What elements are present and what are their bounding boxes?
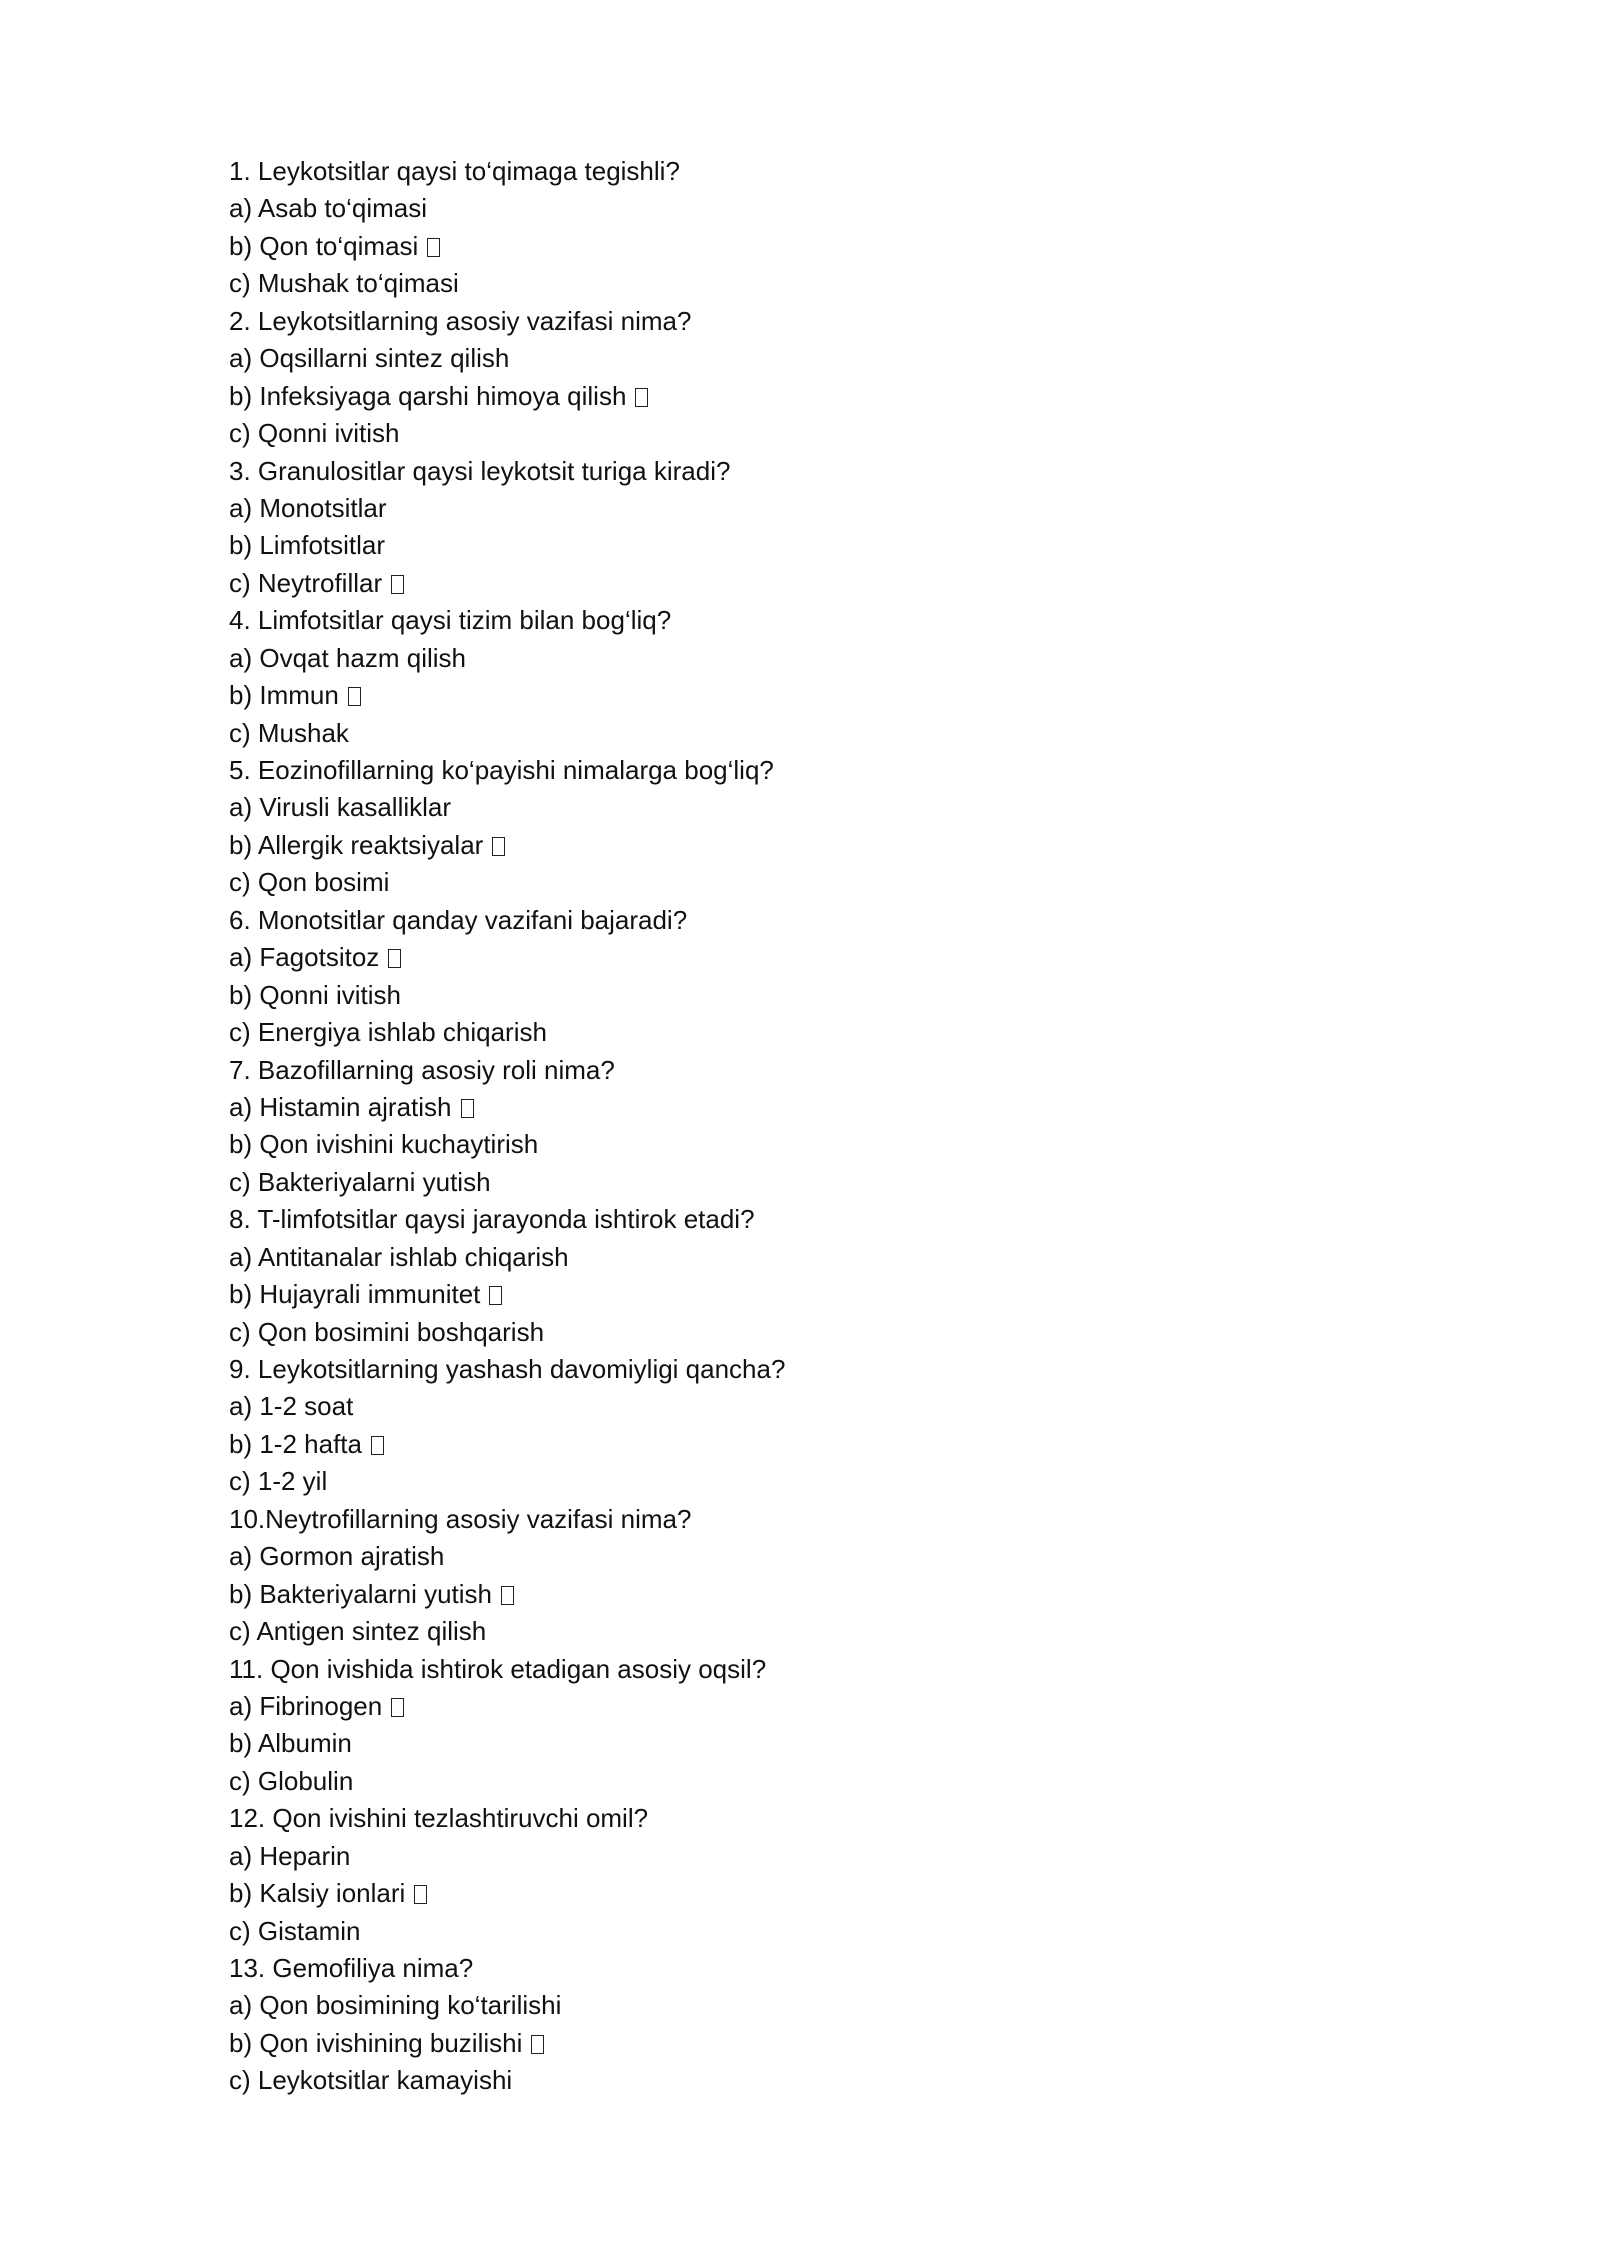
answer-text: b) Qonni ivitish <box>229 979 401 1010</box>
answer-option <box>229 1014 1379 1051</box>
answer-option <box>229 1688 1379 1725</box>
answer-text: c) Mushak to‘qimasi <box>229 268 459 299</box>
answer-option <box>229 1314 1379 1351</box>
answer-text: a) Oqsillarni sintez qilish <box>229 343 510 374</box>
correct-answer-box-icon <box>388 949 401 968</box>
answer-text: b) Allergik reaktsiyalar <box>229 829 484 860</box>
answer-option <box>229 640 1379 677</box>
answer-text: a) Virusli kasalliklar <box>229 792 452 823</box>
question-10: 10.Neytrofillarning asosiy vazifasi nima? <box>229 1503 692 1534</box>
answer-option <box>229 1913 1379 1950</box>
answer-option <box>229 1388 1379 1425</box>
answer-text: a) Heparin <box>229 1840 351 1871</box>
answer-option <box>229 190 1379 227</box>
answer-text: a) Qon bosimining ko‘tarilishi <box>229 1990 562 2021</box>
answer-text: b) Albumin <box>229 1728 352 1759</box>
answer-option <box>229 415 1379 452</box>
question-3: 3. Granulositlar qaysi leykotsit turiga kiradi? <box>229 455 731 486</box>
answer-option <box>229 1239 1379 1276</box>
answer-text: c) Bakteriyalarni yutish <box>229 1166 491 1197</box>
answer-option <box>229 677 1379 714</box>
answer-text: c) Globulin <box>229 1765 354 1796</box>
answer-option <box>229 977 1379 1014</box>
correct-answer-box-icon <box>391 575 404 594</box>
answer-text: b) Qon ivishini kuchaytirish <box>229 1129 539 1160</box>
answer-option <box>229 2025 1379 2062</box>
answer-text: c) Qon bosimini boshqarish <box>229 1316 545 1347</box>
question-1: 1. Leykotsitlar qaysi to‘qimaga tegishli? <box>229 156 680 186</box>
answer-option <box>229 1987 1379 2024</box>
question-12: 12. Qon ivishini tezlashtiruvchi omil? <box>229 1803 649 1834</box>
answer-text: c) Qonni ivitish <box>229 418 400 449</box>
answer-text: b) 1-2 hafta <box>229 1428 362 1459</box>
answer-option <box>229 789 1379 826</box>
answer-text: a) Fagotsitoz <box>229 942 380 973</box>
question-9: 9. Leykotsitlarning yashash davomiyligi qancha? <box>229 1354 786 1384</box>
correct-answer-box-icon <box>371 1436 384 1455</box>
answer-option <box>229 1538 1379 1575</box>
answer-text: a) Gormon ajratish <box>229 1541 445 1572</box>
answer-text: c) Energiya ishlab chiqarish <box>229 1017 547 1048</box>
answer-text: b) Limfotsitlar <box>229 530 386 561</box>
answer-text: b) Infeksiyaga qarshi himoya qilish <box>229 380 627 411</box>
answer-option <box>229 1613 1379 1650</box>
answer-option <box>229 1126 1379 1163</box>
answer-option <box>229 939 1379 976</box>
answer-option <box>229 340 1379 377</box>
answer-option <box>229 827 1379 864</box>
answer-text: c) Neytrofillar <box>229 567 383 598</box>
answer-option <box>229 1276 1379 1313</box>
quiz-content <box>229 153 1379 2100</box>
correct-answer-box-icon <box>414 1885 427 1904</box>
answer-text: c) Antigen sintez qilish <box>229 1616 487 1647</box>
answer-text: b) Bakteriyalarni yutish <box>229 1578 492 1609</box>
answer-option <box>229 527 1379 564</box>
answer-option <box>229 1838 1379 1875</box>
answer-text: a) Asab to‘qimasi <box>229 193 427 224</box>
correct-answer-box-icon <box>635 388 648 407</box>
answer-option <box>229 565 1379 602</box>
answer-text: c) Leykotsitlar kamayishi <box>229 2065 513 2096</box>
answer-text: c) Mushak <box>229 717 349 748</box>
answer-text: b) Qon ivishining buzilishi <box>229 2027 523 2058</box>
correct-answer-box-icon <box>501 1586 514 1605</box>
question-5: 5. Eozinofillarning ko‘payishi nimalarga bog‘liq? <box>229 755 774 785</box>
correct-answer-box-icon <box>461 1099 474 1118</box>
question-4: 4. Limfotsitlar qaysi tizim bilan bog‘liq? <box>229 605 672 636</box>
answer-option <box>229 2062 1379 2099</box>
answer-option <box>229 490 1379 527</box>
answer-text: a) Histamin ajratish <box>229 1091 452 1122</box>
answer-option <box>229 1463 1379 1500</box>
answer-option <box>229 265 1379 302</box>
question-7: 7. Bazofillarning asosiy roli nima? <box>229 1054 615 1085</box>
answer-option <box>229 1763 1379 1800</box>
answer-option <box>229 1164 1379 1201</box>
answer-text: c) Gistamin <box>229 1915 361 1946</box>
answer-option <box>229 228 1379 265</box>
answer-option <box>229 1875 1379 1912</box>
answer-text: c) 1-2 yil <box>229 1466 328 1497</box>
answer-option <box>229 1725 1379 1762</box>
answer-text: a) Ovqat hazm qilish <box>229 642 466 673</box>
answer-option <box>229 1576 1379 1613</box>
answer-text: a) Antitanalar ishlab chiqarish <box>229 1241 569 1272</box>
question-11: 11. Qon ivishida ishtirok etadigan asosiy oqsil? <box>229 1653 767 1684</box>
answer-text: a) Monotsitlar <box>229 492 387 523</box>
correct-answer-box-icon <box>391 1698 404 1717</box>
correct-answer-box-icon <box>489 1286 502 1305</box>
answer-option <box>229 1089 1379 1126</box>
correct-answer-box-icon <box>427 238 440 257</box>
answer-text: b) Hujayrali immunitet <box>229 1279 481 1310</box>
correct-answer-box-icon <box>492 837 505 856</box>
question-13: 13. Gemofiliya nima? <box>229 1953 474 1983</box>
answer-text: a) 1-2 soat <box>229 1391 354 1422</box>
answer-option <box>229 715 1379 752</box>
answer-text: b) Qon to‘qimasi <box>229 230 419 261</box>
question-6: 6. Monotsitlar qanday vazifani bajaradi? <box>229 904 688 935</box>
answer-option <box>229 1426 1379 1463</box>
correct-answer-box-icon <box>348 687 361 706</box>
question-2: 2. Leykotsitlarning asosiy vazifasi nima? <box>229 305 692 336</box>
answer-text: c) Qon bosimi <box>229 867 390 898</box>
answer-text: a) Fibrinogen <box>229 1690 383 1721</box>
answer-text: b) Immun <box>229 680 339 711</box>
question-8: 8. T-limfotsitlar qaysi jarayonda ishtirok etadi? <box>229 1204 755 1235</box>
answer-option <box>229 864 1379 901</box>
correct-answer-box-icon <box>531 2035 544 2054</box>
answer-text: b) Kalsiy ionlari <box>229 1878 406 1909</box>
answer-option <box>229 378 1379 415</box>
